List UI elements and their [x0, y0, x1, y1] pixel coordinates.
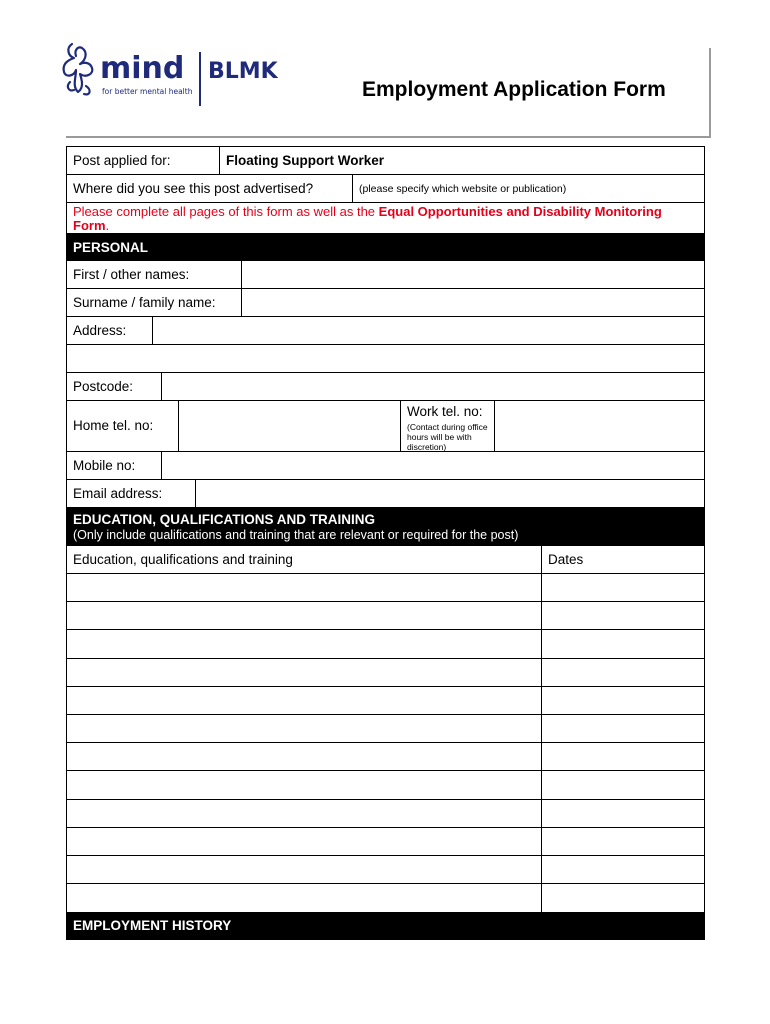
post-row: [67, 147, 704, 175]
section-personal-heading: PERSONAL: [73, 240, 149, 255]
dates-cell[interactable]: [542, 884, 704, 912]
education-cell[interactable]: [67, 687, 542, 714]
surname-label: Surname / family name:: [67, 289, 242, 316]
post-label: Post applied for:: [67, 147, 220, 174]
education-row: [67, 800, 704, 828]
education-cell[interactable]: [67, 602, 542, 629]
surname-row: [67, 289, 704, 317]
dates-cell[interactable]: [542, 687, 704, 714]
section-education-heading: EDUCATION, QUALIFICATIONS AND TRAINING: [73, 512, 375, 527]
logo-wordmark: mind: [100, 51, 185, 86]
section-education: [67, 508, 704, 546]
work-tel-input[interactable]: [495, 401, 704, 451]
logo-org: BLMK: [208, 59, 278, 84]
dates-cell[interactable]: [542, 800, 704, 827]
education-cell[interactable]: [67, 771, 542, 798]
notice-row: [67, 203, 704, 234]
education-cell[interactable]: [67, 659, 542, 686]
education-row: [67, 630, 704, 658]
address-row: [67, 317, 704, 345]
education-row: [67, 856, 704, 884]
education-cell[interactable]: [67, 574, 542, 601]
section-employment: [67, 912, 704, 939]
education-header-row: [67, 546, 704, 574]
advertised-label: Where did you see this post advertised?: [67, 175, 353, 202]
post-value[interactable]: Floating Support Worker: [226, 153, 384, 168]
dates-cell[interactable]: [542, 659, 704, 686]
education-cell[interactable]: [67, 884, 542, 912]
dates-cell[interactable]: [542, 715, 704, 742]
education-cell[interactable]: [67, 856, 542, 883]
home-tel-input[interactable]: [179, 401, 401, 451]
dates-cell[interactable]: [542, 828, 704, 855]
postcode-label: Postcode:: [67, 373, 162, 400]
education-row: [67, 574, 704, 602]
section-employment-heading: EMPLOYMENT HISTORY: [73, 918, 232, 934]
dates-cell[interactable]: [542, 856, 704, 883]
dates-cell[interactable]: [542, 743, 704, 770]
dates-cell[interactable]: [542, 574, 704, 601]
section-personal: [67, 234, 704, 261]
work-tel-note: (Contact during office hours will be with discretion): [407, 422, 488, 452]
advertised-input[interactable]: (please specify which website or publication): [359, 183, 567, 195]
education-row: [67, 884, 704, 912]
application-form: [66, 146, 705, 940]
section-education-subheading: (Only include qualifications and training that are relevant or required for the post): [73, 528, 519, 542]
advertised-row: [67, 175, 704, 203]
work-tel-label: Work tel. no: (Contact during office hours will be with discretion): [401, 401, 495, 451]
col-education-header: Education, qualifications and training: [67, 546, 542, 573]
education-row: [67, 743, 704, 771]
education-cell[interactable]: [67, 630, 542, 657]
address-line-2[interactable]: [67, 345, 704, 373]
education-rows: [67, 574, 704, 912]
telephone-row: [67, 401, 704, 452]
education-row: [67, 687, 704, 715]
education-cell[interactable]: [67, 828, 542, 855]
education-row: [67, 602, 704, 630]
dates-cell[interactable]: [542, 630, 704, 657]
education-row: [67, 771, 704, 799]
dates-cell[interactable]: [542, 602, 704, 629]
education-cell[interactable]: [67, 743, 542, 770]
notice-form-link: Equal Opportunities and Disability Monitoring Form: [73, 204, 662, 233]
mobile-row: [67, 452, 704, 480]
education-row: [67, 828, 704, 856]
email-input[interactable]: [196, 480, 704, 507]
address-label: Address:: [67, 317, 153, 344]
logo-tagline: for better mental health: [102, 87, 193, 96]
page-title: Employment Application Form: [362, 78, 666, 101]
mobile-label: Mobile no:: [67, 452, 162, 479]
col-dates-header: Dates: [548, 552, 584, 567]
notice-text: Please complete all pages of this form as well as the Equal Opportunities and Disability Monitoring Form.: [73, 204, 662, 233]
first-names-input[interactable]: [242, 261, 704, 288]
postcode-row: [67, 373, 704, 401]
address-input-2[interactable]: [67, 345, 704, 372]
education-row: [67, 659, 704, 687]
postcode-input[interactable]: [162, 373, 704, 400]
dates-cell[interactable]: [542, 771, 704, 798]
education-cell[interactable]: [67, 800, 542, 827]
home-tel-label: Home tel. no:: [67, 401, 179, 451]
surname-input[interactable]: [242, 289, 704, 316]
first-names-label: First / other names:: [67, 261, 242, 288]
email-label: Email address:: [67, 480, 196, 507]
address-input[interactable]: [153, 317, 704, 344]
mobile-input[interactable]: [162, 452, 704, 479]
email-row: [67, 480, 704, 508]
education-cell[interactable]: [67, 715, 542, 742]
first-names-row: [67, 261, 704, 289]
education-row: [67, 715, 704, 743]
